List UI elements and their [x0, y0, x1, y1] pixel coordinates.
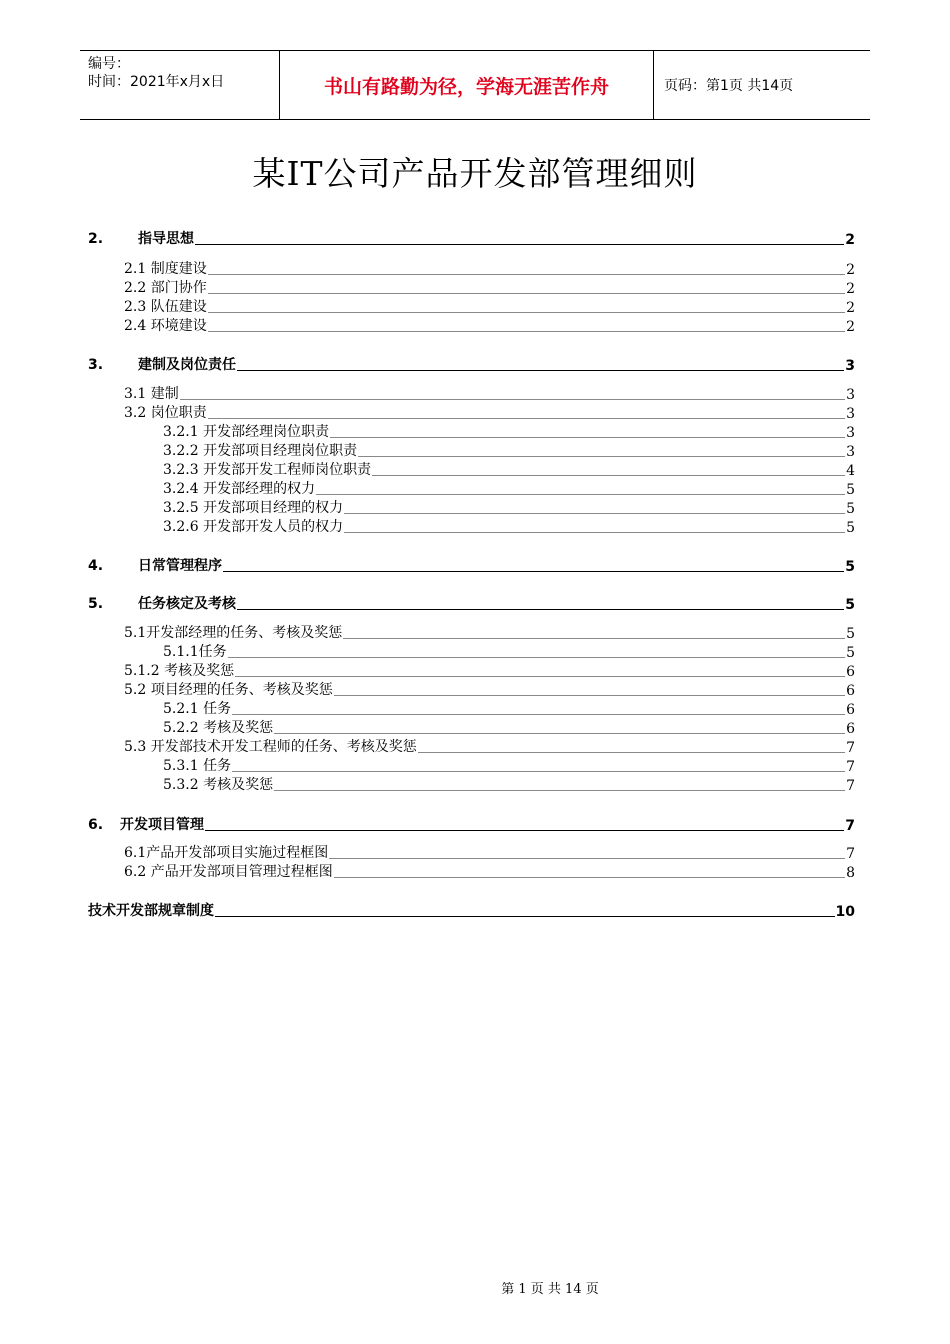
- header-page-info: 页码：第1页 共14页: [664, 78, 794, 94]
- header-motto: 书山有路勤为径，学海无涯苦作舟: [280, 51, 654, 119]
- toc-entry-page: 2: [845, 232, 855, 248]
- toc-leader: [343, 637, 845, 639]
- toc-entry-label: 5.2.1 任务: [163, 701, 232, 717]
- toc-entry-label: 6.2 产品开发部项目管理过程框图: [124, 864, 333, 880]
- document-title: 某IT公司产品开发部管理细则: [252, 154, 698, 193]
- toc-entry[interactable]: [124, 277, 855, 297]
- toc-entry[interactable]: [163, 421, 855, 441]
- toc-leader: [274, 789, 845, 791]
- toc-entry-label: 指导思想: [138, 231, 194, 247]
- toc-entry-label: 5.2.2 考核及奖惩: [163, 720, 274, 736]
- toc-entry-number: 4.: [88, 558, 104, 574]
- toc-entry-page: 7: [845, 818, 855, 834]
- toc-entry-page: 3: [846, 406, 855, 422]
- toc-entry-page: 5: [845, 559, 855, 575]
- toc-leader: [418, 751, 845, 753]
- toc-entry[interactable]: [124, 842, 855, 862]
- toc-entry[interactable]: [124, 622, 855, 642]
- toc-leader: [344, 512, 845, 514]
- toc-leader: [205, 829, 844, 831]
- toc-entry[interactable]: [163, 641, 855, 661]
- toc-entry[interactable]: [88, 354, 855, 374]
- toc-entry-number: 5.: [88, 596, 104, 612]
- toc-entry-page: 7: [846, 759, 855, 775]
- toc-entry-label: 2.4 环境建设: [124, 318, 207, 334]
- toc-entry-page: 3: [846, 444, 855, 460]
- toc-leader: [372, 474, 845, 476]
- toc-leader: [208, 330, 845, 332]
- toc-entry-page: 5: [846, 482, 855, 498]
- toc-entry-page: 3: [846, 387, 855, 403]
- toc-entry-page: 2: [846, 319, 855, 335]
- toc-entry-label: 6.1产品开发部项目实施过程框图: [124, 845, 329, 861]
- toc-entry-label: 3.2 岗位职责: [124, 405, 207, 421]
- toc-entry-label: 任务核定及考核: [138, 596, 236, 612]
- toc-entry-page: 2: [846, 262, 855, 278]
- toc-entry-page: 5: [846, 626, 855, 642]
- toc-entry-number: 2.: [88, 231, 104, 247]
- toc-entry[interactable]: [88, 900, 855, 920]
- toc-leader: [195, 243, 844, 245]
- toc-entry-page: 2: [846, 300, 855, 316]
- toc-entry[interactable]: [124, 660, 855, 680]
- toc-entry[interactable]: [163, 516, 855, 536]
- toc-entry-label: 3.2.5 开发部项目经理的权力: [163, 500, 344, 516]
- toc-entry-label: 3.2.1 开发部经理岗位职责: [163, 424, 330, 440]
- toc-entry[interactable]: [124, 258, 855, 278]
- toc-entry-page: 5: [846, 501, 855, 517]
- toc-entry-page: 7: [846, 778, 855, 794]
- toc-entry-page: 5: [846, 645, 855, 661]
- toc-leader: [330, 436, 845, 438]
- toc-leader: [208, 417, 845, 419]
- toc-entry[interactable]: [163, 497, 855, 517]
- toc-entry[interactable]: [88, 593, 855, 613]
- toc-leader: [208, 311, 845, 313]
- toc-leader: [316, 493, 845, 495]
- toc-leader: [232, 713, 845, 715]
- toc-entry-page: 6: [846, 702, 855, 718]
- toc-entry[interactable]: [163, 774, 855, 794]
- toc-entry-number: 3.: [88, 357, 104, 373]
- toc-entry-page: 5: [846, 520, 855, 536]
- toc-entry-label: 开发项目管理: [120, 817, 204, 833]
- toc-leader: [237, 608, 844, 610]
- toc-leader: [334, 876, 845, 878]
- toc-entry-page: 6: [846, 683, 855, 699]
- toc-entry[interactable]: [163, 698, 855, 718]
- toc-leader: [274, 732, 845, 734]
- toc-entry-number: 6.: [88, 817, 104, 833]
- toc-entry-page: 6: [846, 721, 855, 737]
- toc-leader: [208, 273, 845, 275]
- toc-entry-label: 5.2 项目经理的任务、考核及奖惩: [124, 682, 333, 698]
- toc-leader: [334, 694, 845, 696]
- toc-entry-page: 2: [846, 281, 855, 297]
- toc-entry-label: 5.3.1 任务: [163, 758, 232, 774]
- toc-leader: [232, 770, 845, 772]
- toc-entry[interactable]: [163, 440, 855, 460]
- toc-leader: [228, 656, 845, 658]
- toc-entry-label: 3.2.4 开发部经理的权力: [163, 481, 316, 497]
- toc-entry-label: 5.1.2 考核及奖惩: [124, 663, 235, 679]
- toc-leader: [329, 857, 845, 859]
- toc-entry-label: 日常管理程序: [138, 558, 222, 574]
- toc-entry-label: 3.2.6 开发部开发人员的权力: [163, 519, 344, 535]
- toc-entry-label: 5.3.2 考核及奖惩: [163, 777, 274, 793]
- toc-entry-label: 技术开发部规章制度: [88, 903, 214, 919]
- document-header: [80, 50, 870, 120]
- toc-entry-label: 2.3 队伍建设: [124, 299, 207, 315]
- header-meta: [80, 51, 280, 119]
- toc-entry-label: 2.2 部门协作: [124, 280, 207, 296]
- toc-entry[interactable]: [124, 383, 855, 403]
- toc-entry[interactable]: [163, 717, 855, 737]
- toc-entry[interactable]: [124, 861, 855, 881]
- toc-entry-label: 建制及岗位责任: [138, 357, 236, 373]
- toc-entry[interactable]: [124, 402, 855, 422]
- toc-entry-page: 3: [846, 425, 855, 441]
- toc-entry-page: 3: [845, 358, 855, 374]
- toc-entry-label: 5.1开发部经理的任务、考核及奖惩: [124, 625, 343, 641]
- toc-entry[interactable]: [124, 296, 855, 316]
- toc-leader: [208, 292, 845, 294]
- toc-leader: [180, 398, 845, 400]
- toc-leader: [215, 915, 835, 917]
- toc-entry-page: 7: [846, 846, 855, 862]
- toc-entry[interactable]: [88, 814, 855, 834]
- toc-entry[interactable]: [163, 755, 855, 775]
- toc-entry[interactable]: [124, 679, 855, 699]
- toc-leader: [237, 369, 844, 371]
- toc-entry[interactable]: [163, 459, 855, 479]
- toc-leader: [358, 455, 845, 457]
- toc-entry-label: 3.2.3 开发部开发工程师岗位职责: [163, 462, 372, 478]
- toc-entry-page: 10: [835, 904, 855, 920]
- page-footer: 第 1 页 共 14 页: [501, 1282, 599, 1297]
- toc-entry[interactable]: [88, 228, 855, 248]
- toc-entry-page: 7: [846, 740, 855, 756]
- toc-entry-page: 4: [846, 463, 855, 479]
- toc-entry-label: 3.2.2 开发部项目经理岗位职责: [163, 443, 358, 459]
- toc-entry-page: 6: [846, 664, 855, 680]
- toc-leader: [344, 531, 845, 533]
- toc-leader: [235, 675, 845, 677]
- toc-leader: [223, 570, 844, 572]
- toc-entry[interactable]: [124, 736, 855, 756]
- code-label: 编号：: [88, 56, 130, 72]
- toc-entry[interactable]: [124, 315, 855, 335]
- toc-entry[interactable]: [88, 555, 855, 575]
- toc-entry-label: 2.1 制度建设: [124, 261, 207, 277]
- toc-entry-label: 5.1.1任务: [163, 644, 227, 660]
- toc-entry-page: 5: [845, 597, 855, 613]
- date-label: 时间：2021年x月x日: [88, 74, 225, 90]
- toc-entry-label: 3.1 建制: [124, 386, 179, 402]
- toc-entry-page: 8: [846, 865, 855, 881]
- toc-entry[interactable]: [163, 478, 855, 498]
- toc-entry-label: 5.3 开发部技术开发工程师的任务、考核及奖惩: [124, 739, 417, 755]
